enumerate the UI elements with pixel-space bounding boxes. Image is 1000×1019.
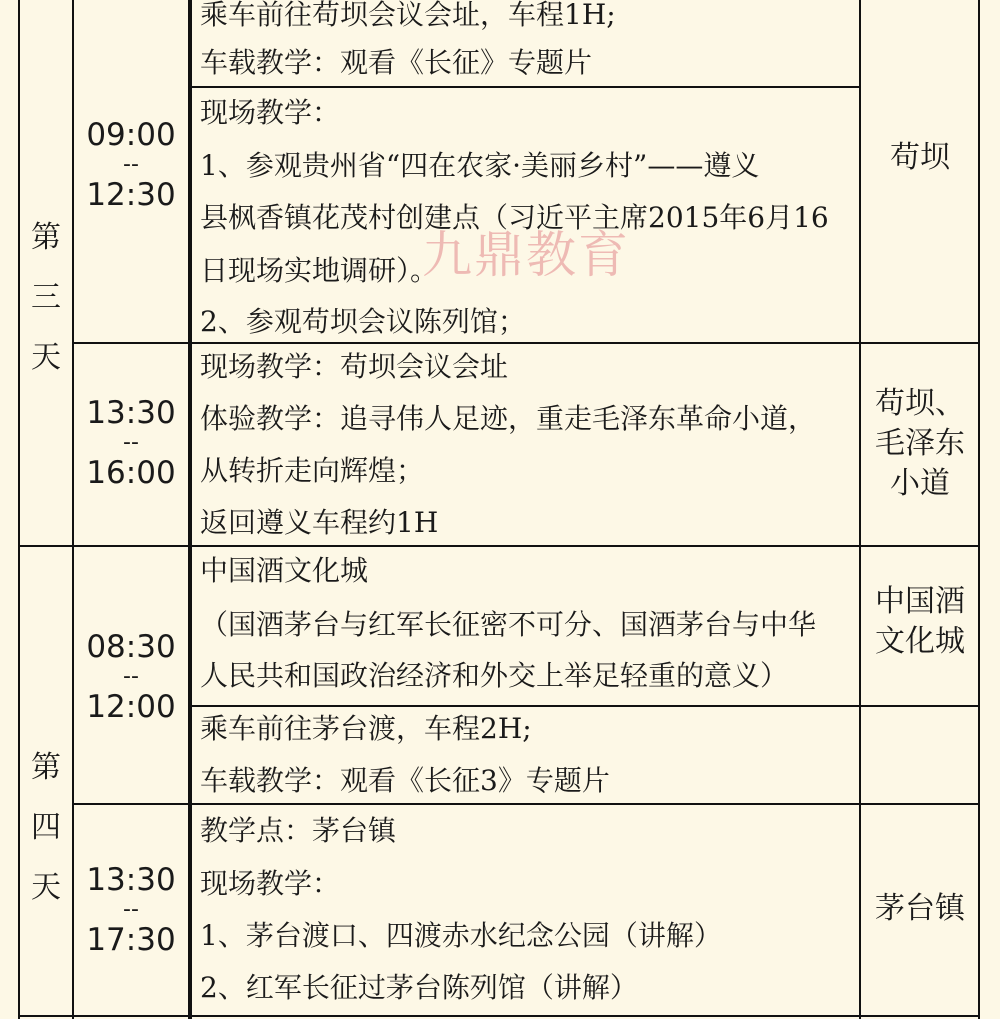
row-divider xyxy=(18,545,980,547)
cell-text: 体验教学：追寻伟人足迹，重走毛泽东革命小道， xyxy=(200,402,817,435)
time-range: 08:30 -- 12:00 xyxy=(86,629,176,725)
cell-text: 县枫香镇花茂村创建点（习近平主席2015年6月16 xyxy=(200,201,829,234)
cell-text: 现场教学：苟坝会议会址 xyxy=(200,350,509,383)
cell-text: （国酒茅台与红军长征密不可分、国酒茅台与中华 xyxy=(200,608,817,641)
cell-text: 车载教学：观看《长征3》专题片 xyxy=(200,764,610,797)
cell-text: 日现场实地调研）。 xyxy=(200,254,439,287)
row-divider xyxy=(18,1015,980,1017)
time-range: 09:00 -- 12:30 xyxy=(86,117,176,213)
row-divider xyxy=(72,342,980,344)
cell-text: 乘车前往茅台渡，车程2H; xyxy=(200,712,532,745)
cell-text: 1、茅台渡口、四渡赤水纪念公园（讲解） xyxy=(200,919,722,952)
row-divider xyxy=(190,86,860,88)
time-range: 13:30 -- 17:30 xyxy=(86,862,176,958)
cell-text: 1、参观贵州省“四在农家·美丽乡村”——遵义 xyxy=(200,149,760,182)
column-divider xyxy=(190,0,192,1019)
day-label-3: 第 三 天 xyxy=(31,220,61,375)
cell-text: 车载教学：观看《长征》专题片 xyxy=(200,46,593,79)
cell-text: 2、参观苟坝会议陈列馆； xyxy=(200,305,526,338)
cell-text: 教学点：茅台镇 xyxy=(200,814,397,847)
cell-text: 人民共和国政治经济和外交上举足轻重的意义） xyxy=(200,659,789,692)
cell-text: 乘车前往苟坝会议会址，车程1H; xyxy=(200,0,616,31)
place-cell: 茅台镇 xyxy=(875,891,965,926)
table-border-right xyxy=(978,0,980,1019)
place-cell: 苟坝 xyxy=(890,140,950,175)
cell-text: 现场教学： xyxy=(200,867,341,900)
watermark: 九鼎教育 xyxy=(422,226,630,284)
cell-text: 从转折走向辉煌； xyxy=(200,454,425,487)
column-divider xyxy=(859,0,861,1019)
day-label-4: 第 四 天 xyxy=(31,750,61,905)
cell-text: 现场教学： xyxy=(200,96,341,129)
row-divider xyxy=(190,705,980,707)
time-range: 13:30 -- 16:00 xyxy=(86,395,176,491)
cell-text: 中国酒文化城 xyxy=(200,554,369,587)
place-cell: 中国酒 文化城 xyxy=(875,584,965,659)
cell-text: 返回遵义车程约1H xyxy=(200,506,439,539)
cell-text: 2、红军长征过茅台陈列馆（讲解） xyxy=(200,971,638,1004)
place-cell: 苟坝、 毛泽东 小道 xyxy=(875,386,965,501)
row-divider xyxy=(72,803,980,805)
